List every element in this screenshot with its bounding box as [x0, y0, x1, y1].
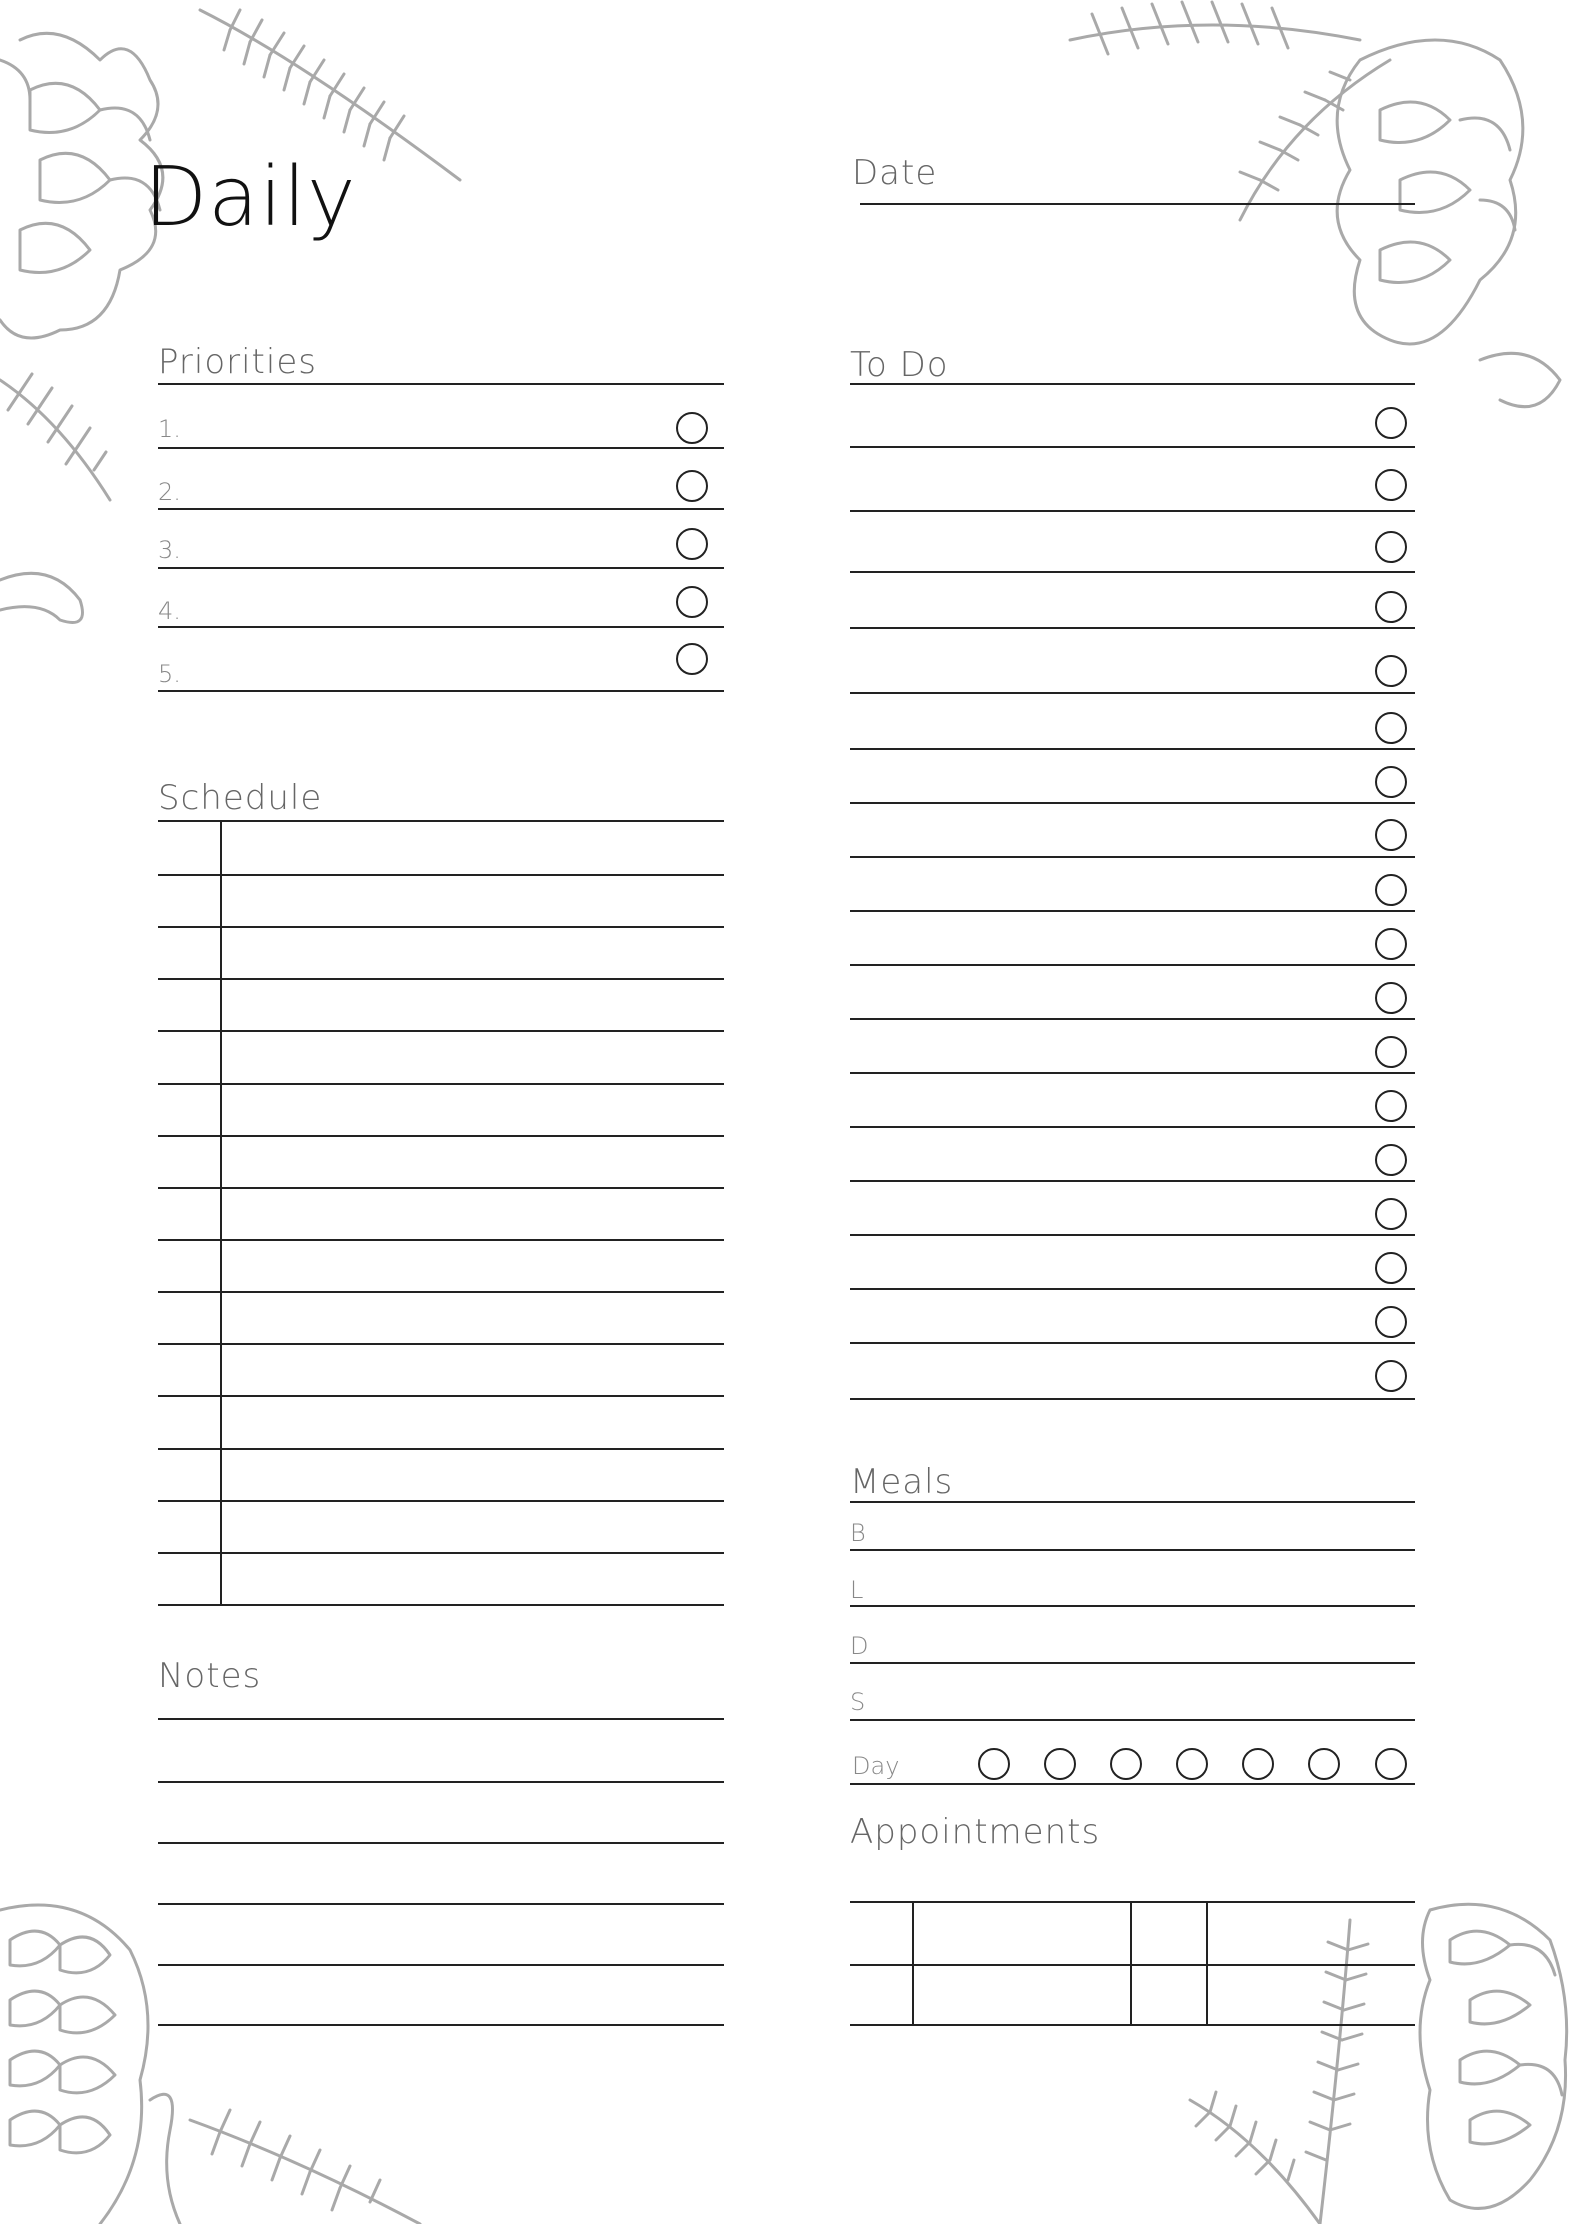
pine-decoration-bottom-right [1170, 1900, 1572, 2224]
water-glass-checkbox[interactable] [1176, 1748, 1208, 1780]
water-glass-checkbox[interactable] [1110, 1748, 1142, 1780]
schedule-row-line[interactable] [158, 1604, 724, 1606]
todo-item-line[interactable] [850, 571, 1415, 573]
appointments-column-divider [1130, 1902, 1132, 2024]
water-glass-checkbox[interactable] [1242, 1748, 1274, 1780]
todo-item-line[interactable] [850, 1126, 1415, 1128]
schedule-row-line[interactable] [158, 926, 724, 928]
priority-item-number: 5. [158, 660, 181, 688]
todo-item-checkbox[interactable] [1375, 531, 1407, 563]
appointments-row-line[interactable] [850, 1964, 1415, 1966]
pine-cone-icon [1420, 1904, 1567, 2208]
water-tracker-line [850, 1783, 1415, 1785]
todo-item-line[interactable] [850, 510, 1415, 512]
pine-decoration-top-left [0, 0, 480, 640]
meal-snack-label: S [850, 1688, 866, 1716]
priority-item-number: 4. [158, 597, 181, 625]
meal-lunch-line[interactable] [850, 1605, 1415, 1607]
date-label: Date [852, 153, 938, 193]
notes-line[interactable] [158, 1903, 724, 1905]
todo-item-checkbox[interactable] [1375, 766, 1407, 798]
meals-heading: Meals [850, 1462, 954, 1502]
todo-item-checkbox[interactable] [1375, 982, 1407, 1014]
todo-item-checkbox[interactable] [1375, 1090, 1407, 1122]
todo-item-line[interactable] [850, 1288, 1415, 1290]
priorities-heading-rule [158, 383, 724, 385]
priority-item-checkbox[interactable] [676, 586, 708, 618]
schedule-row-line[interactable] [158, 1395, 724, 1397]
schedule-time-divider [220, 821, 222, 1604]
water-tracker-label: Day [852, 1752, 900, 1780]
pine-cone-icon [0, 33, 163, 338]
schedule-row-line[interactable] [158, 1343, 724, 1345]
meal-breakfast-line[interactable] [850, 1549, 1415, 1551]
schedule-row-line[interactable] [158, 1030, 724, 1032]
pine-cone-icon [0, 1905, 180, 2224]
todo-item-line[interactable] [850, 446, 1415, 448]
pine-decoration-top-right [1060, 0, 1572, 440]
schedule-row-line[interactable] [158, 1552, 724, 1554]
priority-item-line[interactable] [158, 447, 724, 449]
todo-item-line[interactable] [850, 1234, 1415, 1236]
pine-decoration-bottom-left [0, 1900, 440, 2224]
priority-item-checkbox[interactable] [676, 470, 708, 502]
notes-line[interactable] [158, 1718, 724, 1720]
todo-item-line[interactable] [850, 1072, 1415, 1074]
schedule-row-line[interactable] [158, 1239, 724, 1241]
todo-item-checkbox[interactable] [1375, 469, 1407, 501]
todo-item-checkbox[interactable] [1375, 1252, 1407, 1284]
water-glass-checkbox[interactable] [1044, 1748, 1076, 1780]
todo-item-checkbox[interactable] [1375, 591, 1407, 623]
todo-item-checkbox[interactable] [1375, 407, 1407, 439]
appointments-row-line[interactable] [850, 2024, 1415, 2026]
todo-item-checkbox[interactable] [1375, 712, 1407, 744]
todo-item-line[interactable] [850, 748, 1415, 750]
schedule-row-line[interactable] [158, 978, 724, 980]
notes-line[interactable] [158, 1964, 724, 1966]
priority-item-checkbox[interactable] [676, 528, 708, 560]
priority-item-checkbox[interactable] [676, 412, 708, 444]
todo-item-checkbox[interactable] [1375, 1198, 1407, 1230]
appointments-heading: Appointments [850, 1812, 1101, 1852]
todo-item-line[interactable] [850, 627, 1415, 629]
notes-line[interactable] [158, 1842, 724, 1844]
priority-item-number: 1. [158, 415, 181, 443]
schedule-row-line[interactable] [158, 1187, 724, 1189]
todo-item-checkbox[interactable] [1375, 928, 1407, 960]
todo-item-line[interactable] [850, 856, 1415, 858]
todo-item-checkbox[interactable] [1375, 1306, 1407, 1338]
date-field[interactable] [860, 203, 1415, 205]
meal-snack-line[interactable] [850, 1719, 1415, 1721]
schedule-heading: Schedule [158, 778, 323, 818]
schedule-row-line[interactable] [158, 874, 724, 876]
meal-lunch-label: L [850, 1576, 864, 1604]
todo-item-line[interactable] [850, 1342, 1415, 1344]
todo-item-checkbox[interactable] [1375, 655, 1407, 687]
todo-item-checkbox[interactable] [1375, 1036, 1407, 1068]
priority-item-line[interactable] [158, 626, 724, 628]
schedule-row-line[interactable] [158, 1500, 724, 1502]
priority-item-line[interactable] [158, 508, 724, 510]
schedule-row-line[interactable] [158, 1083, 724, 1085]
meal-breakfast-label: B [850, 1519, 866, 1547]
water-glass-checkbox[interactable] [978, 1748, 1010, 1780]
todo-item-checkbox[interactable] [1375, 1360, 1407, 1392]
meal-dinner-line[interactable] [850, 1662, 1415, 1664]
todo-heading-rule [850, 383, 1415, 385]
todo-item-line[interactable] [850, 910, 1415, 912]
appointments-column-divider [912, 1902, 914, 2024]
todo-item-line[interactable] [850, 802, 1415, 804]
pine-cone-icon [1337, 40, 1560, 407]
todo-item-line[interactable] [850, 964, 1415, 966]
todo-item-line[interactable] [850, 692, 1415, 694]
todo-item-line[interactable] [850, 1180, 1415, 1182]
pine-branch-icon [1070, 2, 1390, 220]
meal-dinner-label: D [850, 1632, 869, 1660]
notes-line[interactable] [158, 1781, 724, 1783]
todo-item-line[interactable] [850, 1018, 1415, 1020]
schedule-row-line[interactable] [158, 1135, 724, 1137]
priorities-heading: Priorities [158, 342, 317, 382]
todo-item-checkbox[interactable] [1375, 819, 1407, 851]
pine-branch-icon [0, 10, 460, 623]
notes-heading: Notes [158, 1656, 262, 1696]
todo-item-checkbox[interactable] [1375, 1144, 1407, 1176]
priority-item-number: 2. [158, 478, 181, 506]
todo-item-line[interactable] [850, 1398, 1415, 1400]
todo-item-checkbox[interactable] [1375, 874, 1407, 906]
priority-item-line[interactable] [158, 567, 724, 569]
meals-heading-rule [850, 1501, 1415, 1503]
notes-line[interactable] [158, 2024, 724, 2026]
appointments-rule [850, 1901, 1415, 1903]
schedule-row-line[interactable] [158, 1448, 724, 1450]
water-glass-checkbox[interactable] [1308, 1748, 1340, 1780]
todo-heading: To Do [850, 345, 949, 385]
pine-branch-icon [190, 2110, 420, 2224]
schedule-row-line[interactable] [158, 1291, 724, 1293]
priority-item-line[interactable] [158, 690, 724, 692]
schedule-heading-rule [158, 820, 724, 822]
page-title: Daily [144, 150, 357, 245]
priority-item-number: 3. [158, 536, 181, 564]
water-glass-checkbox[interactable] [1375, 1748, 1407, 1780]
priority-item-checkbox[interactable] [676, 643, 708, 675]
appointments-column-divider [1206, 1902, 1208, 2024]
